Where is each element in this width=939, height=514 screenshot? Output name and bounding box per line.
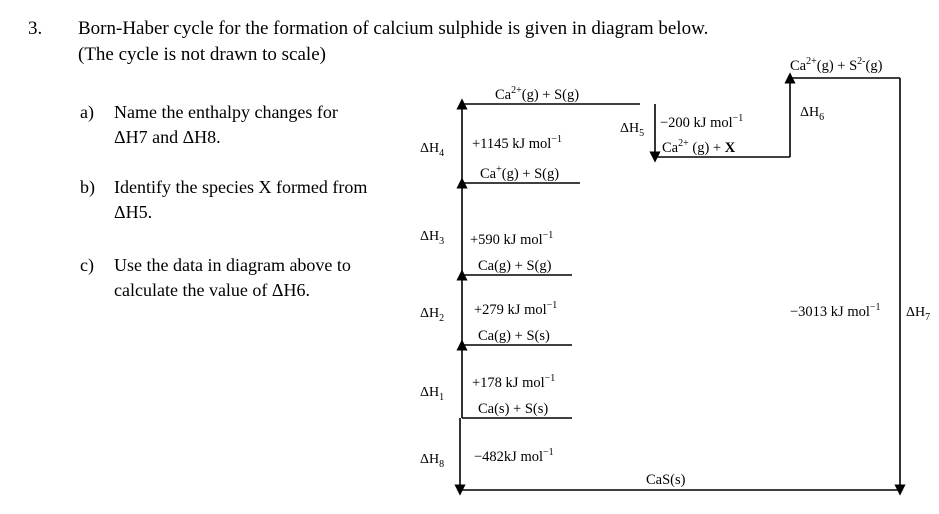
part-c-letter: c) (80, 255, 94, 275)
species-ca-g-s-g: Ca(g) + S(g) (478, 258, 552, 274)
part-a-line-1: Name the enthalpy changes for (114, 102, 338, 122)
value-dh3: +590 kJ mol$^{-1}$ (470, 230, 554, 248)
symbol-dh6: $\Delta H_6$ (800, 105, 825, 123)
symbol-dh1: $\Delta H_1$ (420, 385, 445, 403)
symbol-dh3: $\Delta H_3$ (420, 229, 445, 247)
question-number: 3. (28, 18, 43, 39)
value-dh4: +1145 kJ mol$^{-1}$ (472, 134, 562, 152)
question-note: (The cycle is not drawn to scale) (78, 44, 326, 65)
species-cas-s: CaS(s) (646, 472, 686, 488)
symbol-dh5: $\Delta H_5$ (620, 121, 645, 139)
species-ca2-s-g: $Ca^{2+}(g) + S(g)$ (495, 85, 580, 103)
part-c-line-2: calculate the value of ΔH6. (114, 280, 310, 300)
value-dh8: −482kJ mol$^{-1}$ (474, 447, 554, 465)
question-title: Born-Haber cycle for the formation of calcium sulphide is given in diagram below. (78, 18, 709, 39)
value-dh5: −200 kJ mol$^{-1}$ (660, 113, 744, 131)
species-ca-plus-s-g: Ca+(g) + S(g) (480, 164, 560, 182)
part-b-line-2: ΔH5. (114, 202, 153, 222)
symbol-dh7: $\Delta H_7$ (906, 305, 931, 323)
species-ca2-x: $Ca^{2+}$ (g) + X (662, 138, 736, 156)
part-b-letter: b) (80, 177, 95, 197)
part-c-line-1: Use the data in diagram above to (114, 255, 351, 275)
species-ca-g-s-s: Ca(g) + S(s) (478, 328, 550, 344)
part-a-line-2: ΔH7 and ΔH8. (114, 127, 221, 147)
species-ca-s-s-s: Ca(s) + S(s) (478, 401, 549, 417)
value-dh7: −3013 kJ mol$^{-1}$ (790, 302, 881, 320)
value-dh2: +279 kJ mol$^{-1}$ (474, 300, 558, 318)
value-dh1: +178 kJ mol$^{-1}$ (472, 373, 556, 391)
symbol-dh4: $\Delta H_4$ (420, 141, 445, 159)
symbol-dh8: $\Delta H_8$ (420, 452, 445, 470)
part-b-line-1: Identify the species X formed from (114, 177, 368, 197)
species-ions-gas: $Ca^{2+}(g) + S^{2-}(g)$ (790, 56, 883, 74)
part-a-letter: a) (80, 102, 94, 122)
symbol-dh2: $\Delta H_2$ (420, 306, 445, 324)
